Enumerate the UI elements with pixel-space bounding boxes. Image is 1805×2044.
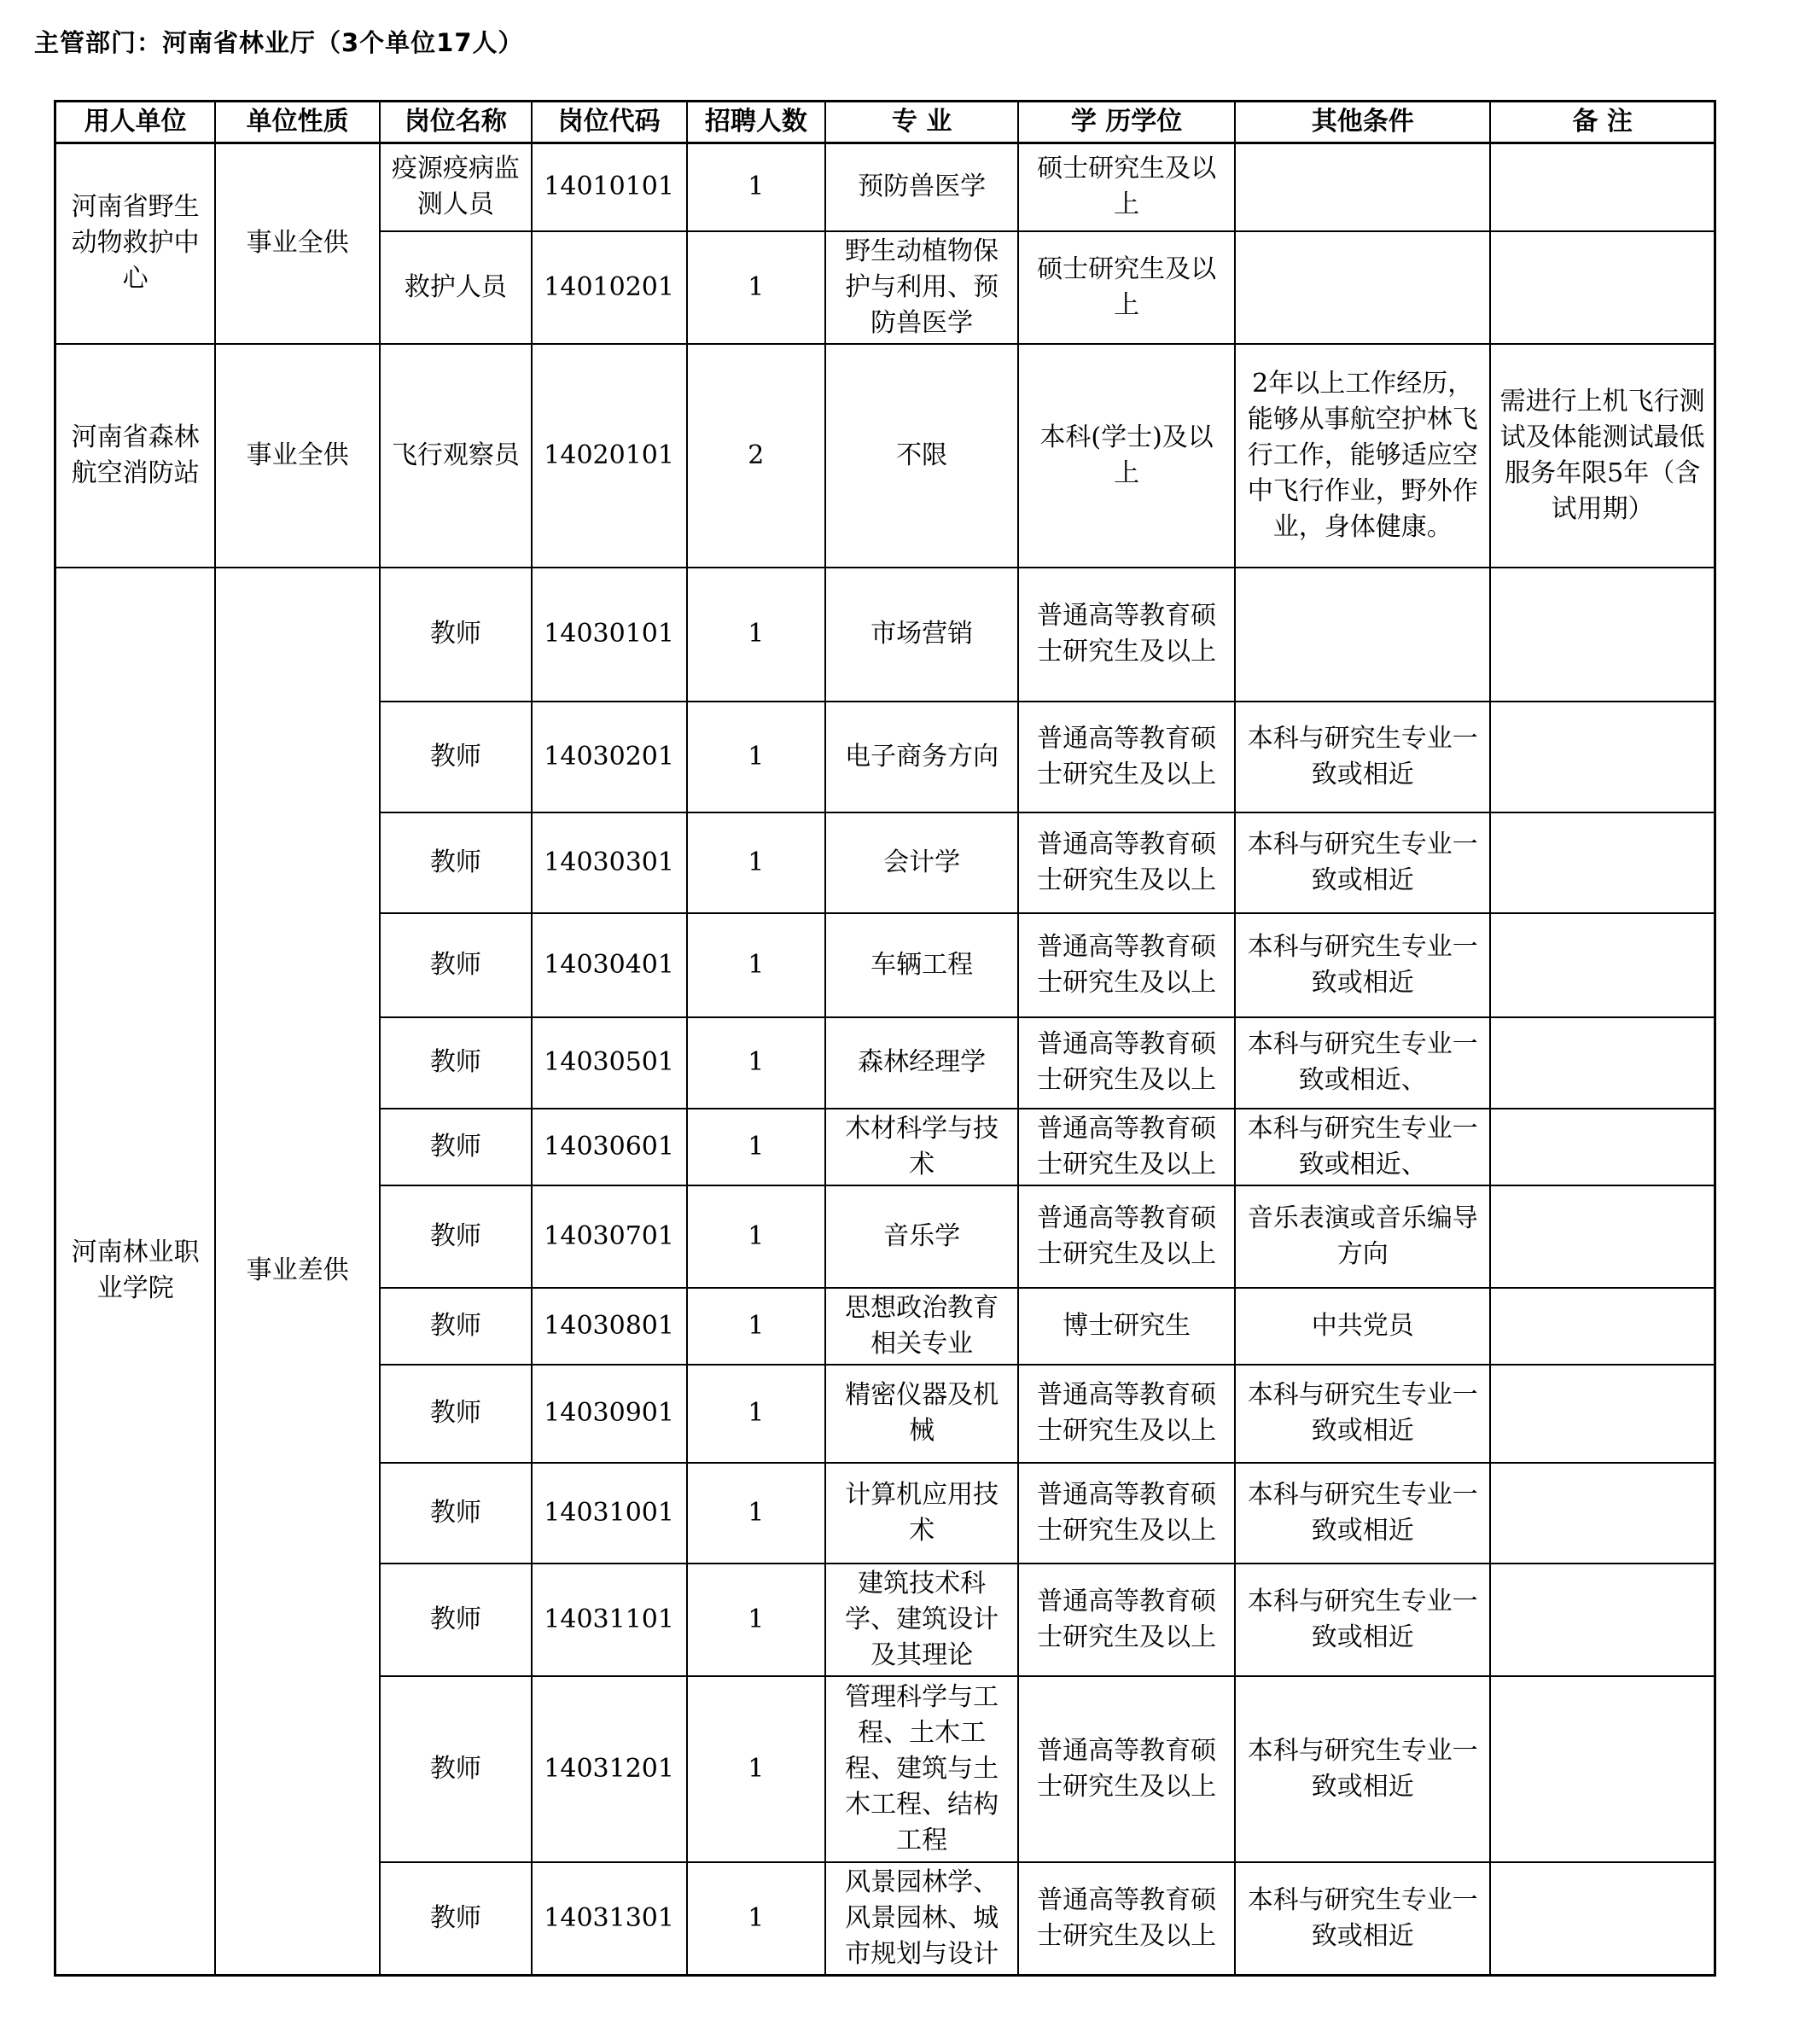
degree-cell: 普通高等教育硕士研究生及以上 xyxy=(1018,812,1235,913)
unit-cell: 河南省野生动物救护中心 xyxy=(55,143,216,344)
header-remark: 备 注 xyxy=(1490,102,1715,143)
unit-cell: 河南林业职业学院 xyxy=(55,568,216,1976)
other-cell: 2年以上工作经历，能够从事航空护林飞行工作，能够适应空中飞行作业，野外作业，身体健康。 xyxy=(1235,344,1490,568)
position-cell: 教师 xyxy=(380,913,532,1017)
position-cell: 教师 xyxy=(380,1862,532,1976)
major-cell: 野生动植物保护与利用、预防兽医学 xyxy=(825,231,1018,344)
other-cell xyxy=(1235,143,1490,231)
major-cell: 电子商务方向 xyxy=(825,702,1018,812)
other-cell: 音乐表演或音乐编导方向 xyxy=(1235,1185,1490,1288)
count-cell: 1 xyxy=(687,568,826,702)
code-cell: 14031201 xyxy=(532,1676,687,1862)
position-cell: 教师 xyxy=(380,1109,532,1185)
major-cell: 计算机应用技术 xyxy=(825,1463,1018,1564)
major-cell: 管理科学与工程、土木工程、建筑与土木工程、结构工程 xyxy=(825,1676,1018,1862)
degree-cell: 普通高等教育硕士研究生及以上 xyxy=(1018,1109,1235,1185)
remark-cell xyxy=(1490,568,1715,702)
position-cell: 教师 xyxy=(380,1365,532,1463)
remark-cell xyxy=(1490,1862,1715,1976)
count-cell: 1 xyxy=(687,1017,826,1109)
position-cell: 教师 xyxy=(380,568,532,702)
position-cell: 教师 xyxy=(380,1185,532,1288)
major-cell: 建筑技术科学、建筑设计及其理论 xyxy=(825,1564,1018,1676)
code-cell: 14030401 xyxy=(532,913,687,1017)
remark-cell xyxy=(1490,1185,1715,1288)
position-cell: 疫源疫病监测人员 xyxy=(380,143,532,231)
other-cell xyxy=(1235,231,1490,344)
code-cell: 14031101 xyxy=(532,1564,687,1676)
degree-cell: 普通高等教育硕士研究生及以上 xyxy=(1018,1564,1235,1676)
count-cell: 1 xyxy=(687,1862,826,1976)
degree-cell: 普通高等教育硕士研究生及以上 xyxy=(1018,1463,1235,1564)
other-cell xyxy=(1235,568,1490,702)
remark-cell xyxy=(1490,1564,1715,1676)
table-row xyxy=(55,143,1715,231)
major-cell: 音乐学 xyxy=(825,1185,1018,1288)
remark-cell xyxy=(1490,913,1715,1017)
header-other: 其他条件 xyxy=(1235,102,1490,143)
remark-cell xyxy=(1490,1676,1715,1862)
code-cell: 14030901 xyxy=(532,1365,687,1463)
header-count: 招聘人数 xyxy=(687,102,826,143)
page-title: 主管部门：河南省林业厅（3个单位17人） xyxy=(34,28,524,57)
count-cell: 1 xyxy=(687,143,826,231)
degree-cell: 博士研究生 xyxy=(1018,1288,1235,1365)
major-cell: 市场营销 xyxy=(825,568,1018,702)
degree-cell: 普通高等教育硕士研究生及以上 xyxy=(1018,1365,1235,1463)
other-cell: 本科与研究生专业一致或相近 xyxy=(1235,1676,1490,1862)
code-cell: 14031301 xyxy=(532,1862,687,1976)
count-cell: 1 xyxy=(687,1109,826,1185)
degree-cell: 普通高等教育硕士研究生及以上 xyxy=(1018,913,1235,1017)
header-position: 岗位名称 xyxy=(380,102,532,143)
header-degree: 学 历学位 xyxy=(1018,102,1235,143)
remark-cell: 需进行上机飞行测试及体能测试最低服务年限5年（含试用期） xyxy=(1490,344,1715,568)
remark-cell xyxy=(1490,1288,1715,1365)
major-cell: 木材科学与技术 xyxy=(825,1109,1018,1185)
header-code: 岗位代码 xyxy=(532,102,687,143)
remark-cell xyxy=(1490,812,1715,913)
remark-cell xyxy=(1490,1017,1715,1109)
position-cell: 飞行观察员 xyxy=(380,344,532,568)
position-cell: 教师 xyxy=(380,1463,532,1564)
count-cell: 1 xyxy=(687,231,826,344)
table-row xyxy=(55,344,1715,568)
degree-cell: 普通高等教育硕士研究生及以上 xyxy=(1018,702,1235,812)
count-cell: 1 xyxy=(687,702,826,812)
code-cell: 14030801 xyxy=(532,1288,687,1365)
position-cell: 教师 xyxy=(380,812,532,913)
code-cell: 14030301 xyxy=(532,812,687,913)
major-cell: 风景园林学、风景园林、城市规划与设计 xyxy=(825,1862,1018,1976)
table-row xyxy=(55,568,1715,702)
position-cell: 教师 xyxy=(380,1564,532,1676)
degree-cell: 普通高等教育硕士研究生及以上 xyxy=(1018,1017,1235,1109)
other-cell: 本科与研究生专业一致或相近 xyxy=(1235,1862,1490,1976)
degree-cell: 硕士研究生及以上 xyxy=(1018,231,1235,344)
count-cell: 1 xyxy=(687,913,826,1017)
degree-cell: 普通高等教育硕士研究生及以上 xyxy=(1018,568,1235,702)
header-major: 专 业 xyxy=(825,102,1018,143)
remark-cell xyxy=(1490,702,1715,812)
header-nature: 单位性质 xyxy=(215,102,380,143)
other-cell: 中共党员 xyxy=(1235,1288,1490,1365)
major-cell: 不限 xyxy=(825,344,1018,568)
major-cell: 森林经理学 xyxy=(825,1017,1018,1109)
count-cell: 1 xyxy=(687,1185,826,1288)
position-cell: 教师 xyxy=(380,1676,532,1862)
code-cell: 14031001 xyxy=(532,1463,687,1564)
unit-cell: 河南省森林航空消防站 xyxy=(55,344,216,568)
remark-cell xyxy=(1490,143,1715,231)
code-cell: 14030201 xyxy=(532,702,687,812)
count-cell: 1 xyxy=(687,1676,826,1862)
remark-cell xyxy=(1490,1109,1715,1185)
count-cell: 2 xyxy=(687,344,826,568)
other-cell: 本科与研究生专业一致或相近 xyxy=(1235,1564,1490,1676)
code-cell: 14030701 xyxy=(532,1185,687,1288)
remark-cell xyxy=(1490,1365,1715,1463)
remark-cell xyxy=(1490,1463,1715,1564)
position-cell: 教师 xyxy=(380,1288,532,1365)
other-cell: 本科与研究生专业一致或相近 xyxy=(1235,1365,1490,1463)
other-cell: 本科与研究生专业一致或相近 xyxy=(1235,913,1490,1017)
major-cell: 会计学 xyxy=(825,812,1018,913)
recruitment-table xyxy=(54,100,1716,1977)
code-cell: 14030601 xyxy=(532,1109,687,1185)
other-cell: 本科与研究生专业一致或相近、 xyxy=(1235,1109,1490,1185)
code-cell: 14020101 xyxy=(532,344,687,568)
remark-cell xyxy=(1490,231,1715,344)
degree-cell: 硕士研究生及以上 xyxy=(1018,143,1235,231)
degree-cell: 本科(学士)及以上 xyxy=(1018,344,1235,568)
major-cell: 思想政治教育相关专业 xyxy=(825,1288,1018,1365)
nature-cell: 事业全供 xyxy=(215,344,380,568)
degree-cell: 普通高等教育硕士研究生及以上 xyxy=(1018,1185,1235,1288)
header-unit: 用人单位 xyxy=(55,102,216,143)
code-cell: 14010101 xyxy=(532,143,687,231)
code-cell: 14030101 xyxy=(532,568,687,702)
header-row xyxy=(55,102,1715,143)
count-cell: 1 xyxy=(687,1564,826,1676)
position-cell: 教师 xyxy=(380,1017,532,1109)
major-cell: 精密仪器及机械 xyxy=(825,1365,1018,1463)
nature-cell: 事业全供 xyxy=(215,143,380,344)
count-cell: 1 xyxy=(687,812,826,913)
other-cell: 本科与研究生专业一致或相近、 xyxy=(1235,1017,1490,1109)
other-cell: 本科与研究生专业一致或相近 xyxy=(1235,812,1490,913)
degree-cell: 普通高等教育硕士研究生及以上 xyxy=(1018,1862,1235,1976)
code-cell: 14030501 xyxy=(532,1017,687,1109)
degree-cell: 普通高等教育硕士研究生及以上 xyxy=(1018,1676,1235,1862)
nature-cell: 事业差供 xyxy=(215,568,380,1976)
count-cell: 1 xyxy=(687,1365,826,1463)
major-cell: 预防兽医学 xyxy=(825,143,1018,231)
other-cell: 本科与研究生专业一致或相近 xyxy=(1235,1463,1490,1564)
position-cell: 救护人员 xyxy=(380,231,532,344)
count-cell: 1 xyxy=(687,1288,826,1365)
code-cell: 14010201 xyxy=(532,231,687,344)
position-cell: 教师 xyxy=(380,702,532,812)
count-cell: 1 xyxy=(687,1463,826,1564)
other-cell: 本科与研究生专业一致或相近 xyxy=(1235,702,1490,812)
major-cell: 车辆工程 xyxy=(825,913,1018,1017)
